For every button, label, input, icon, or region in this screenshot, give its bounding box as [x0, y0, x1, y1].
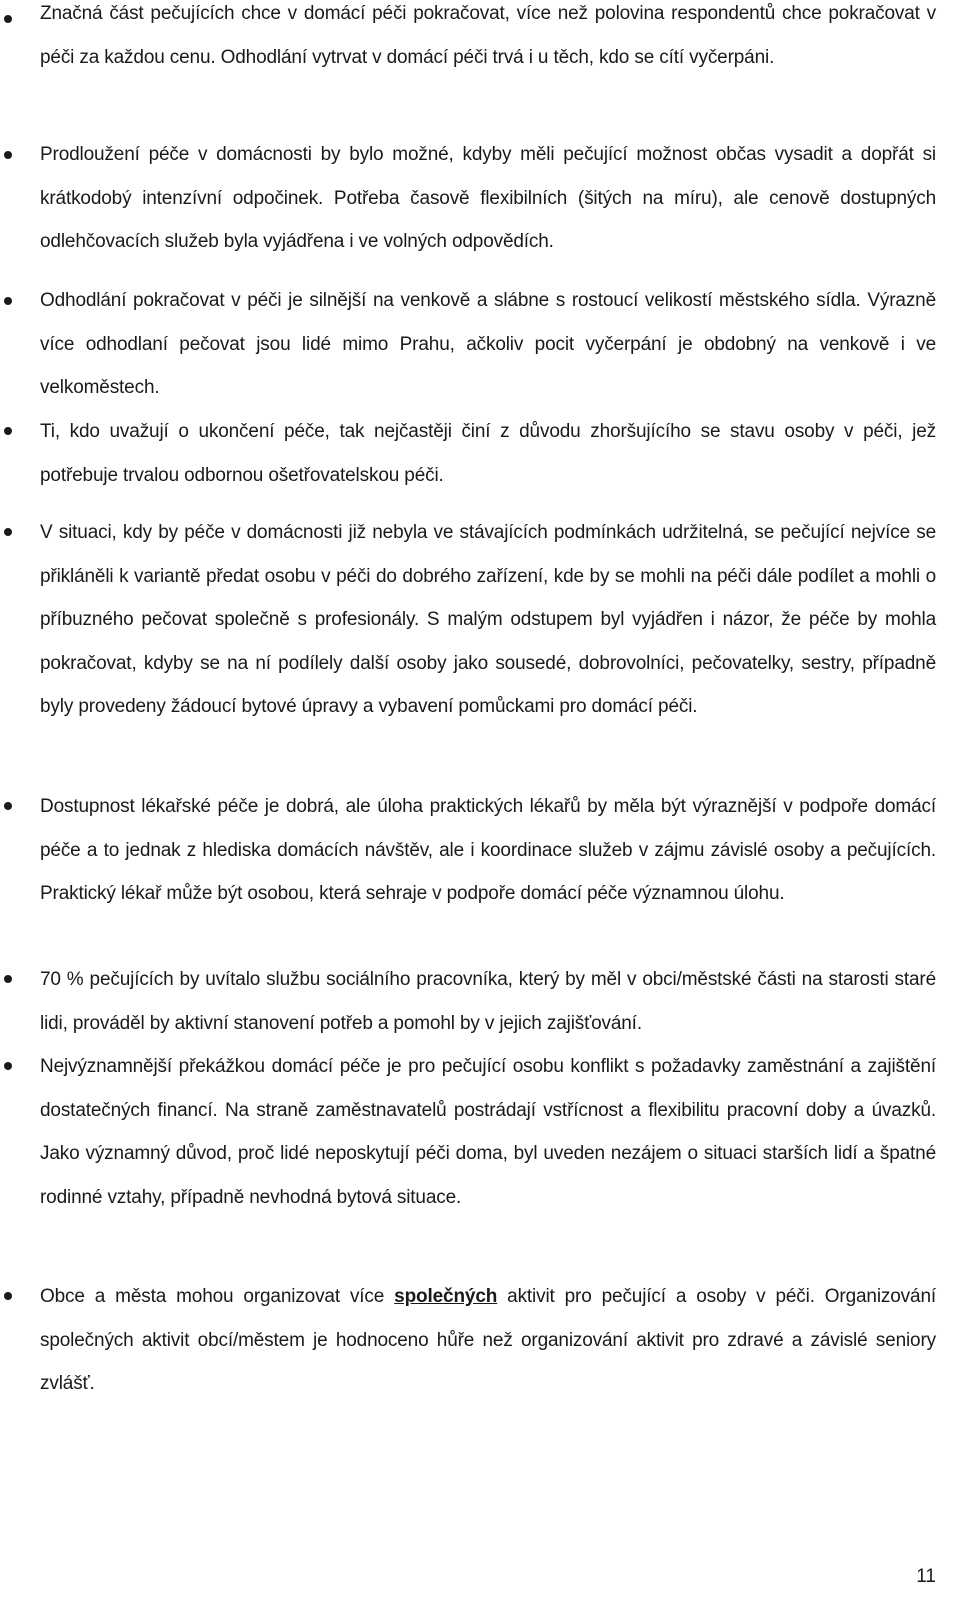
bullet-dot-icon — [4, 1062, 12, 1070]
bullet-dot-icon — [4, 975, 12, 983]
list-item-text: V situaci, kdy by péče v domácnosti již nebyla ve stávajících podmínkách udržitelná, se pečující nejvíce se přikláněli k variantě předat osobu v péči do dobrého zařízení, kde by se mohli na péči dále podílet a mohli o příbuzného pečovat společně s profesionály. S malým odstupem byl vyjádřen i názor, že péče by mohla pokračovat, kdyby se na ní podílely další osoby jako sousedé, dobrovolníci, pečovatelky, sestry, případně byly provedeny žádoucí bytové úpravy a vybavení pomůckami pro domácí péči. — [40, 522, 936, 717]
bullet-dot-icon — [4, 427, 12, 435]
list-item-text: 70 % pečujících by uvítalo službu sociálního pracovníka, který by měl v obci/městské části na starosti staré lidi, prováděl by aktivní stanovení potřeb a pomohl by v jejich zajišťování. — [40, 969, 936, 1034]
bullet-dot-icon — [4, 802, 12, 810]
bullet-dot-icon — [4, 1292, 12, 1300]
list-item-text — [40, 1275, 936, 1406]
list-item-text: Ti, kdo uvažují o ukončení péče, tak nejčastěji činí z důvodu zhoršujícího se stavu osoby v péči, jež potřebuje trvalou odbornou ošetřovatelskou péči. — [40, 421, 936, 486]
text-segment: Obce a města mohou organizovat více — [40, 1286, 395, 1307]
list-item-text: Nejvýznamnější překážkou domácí péče je pro pečující osobu konflikt s požadavky zaměstnání a zajištění dostatečných financí. Na straně zaměstnavatelů postrádají vstřícnost a flexibilitu pracovní doby a úvazků. Jako významný důvod, proč lidé neposkytují péči doma, byl uveden nezájem o situaci starších lidí a špatné rodinné vztahy, případně nevhodná bytová situace. — [40, 1056, 936, 1208]
bullet-dot-icon — [4, 15, 12, 23]
bullet-dot-icon — [4, 151, 12, 159]
bullet-dot-icon — [4, 297, 12, 305]
page-number: 11 — [916, 1566, 936, 1587]
bullet-dot-icon — [4, 528, 12, 536]
text-segment: aktivit pro pečující a osoby v péči. Organizování společných aktivit obcí/městem je hodnoceno hůře než organizování aktivit pro zdravé a závislé seniory zvlášť. — [40, 1286, 936, 1394]
list-item-text: Značná část pečujících chce v domácí péči pokračovat, více než polovina respondentů chce pokračovat v péči za každou cenu. Odhodlání vytrvat v domácí péči trvá i u těch, kdo se cítí vyčerpáni. — [40, 3, 936, 68]
list-item-text: Dostupnost lékařské péče je dobrá, ale úloha praktických lékařů by měla být výraznější v podpoře domácí péče a to jednak z hlediska domácích návštěv, ale i koordinace služeb v zájmu závislé osoby a pečujících. Praktický lékař může být osobou, která sehraje v podpoře domácí péče významnou úlohu. — [40, 796, 936, 904]
list-item-text: Odhodlání pokračovat v péči je silnější na venkově a slábne s rostoucí velikostí městského sídla. Výrazně více odhodlaní pečovat jsou lidé mimo Prahu, ačkoliv pocit vyčerpání je obdobný na venkově i ve velkoměstech. — [40, 290, 936, 398]
list-item-text: Prodloužení péče v domácnosti by bylo možné, kdyby měli pečující možnost občas vysadit a dopřát si krátkodobý intenzívní odpočinek. Potřeba časově flexibilních (šitých na míru), ale cenově dostupných odlehčovacích služeb byla vyjádřena i ve volných odpovědích. — [40, 144, 936, 252]
emphasized-word: společných — [394, 1286, 498, 1307]
